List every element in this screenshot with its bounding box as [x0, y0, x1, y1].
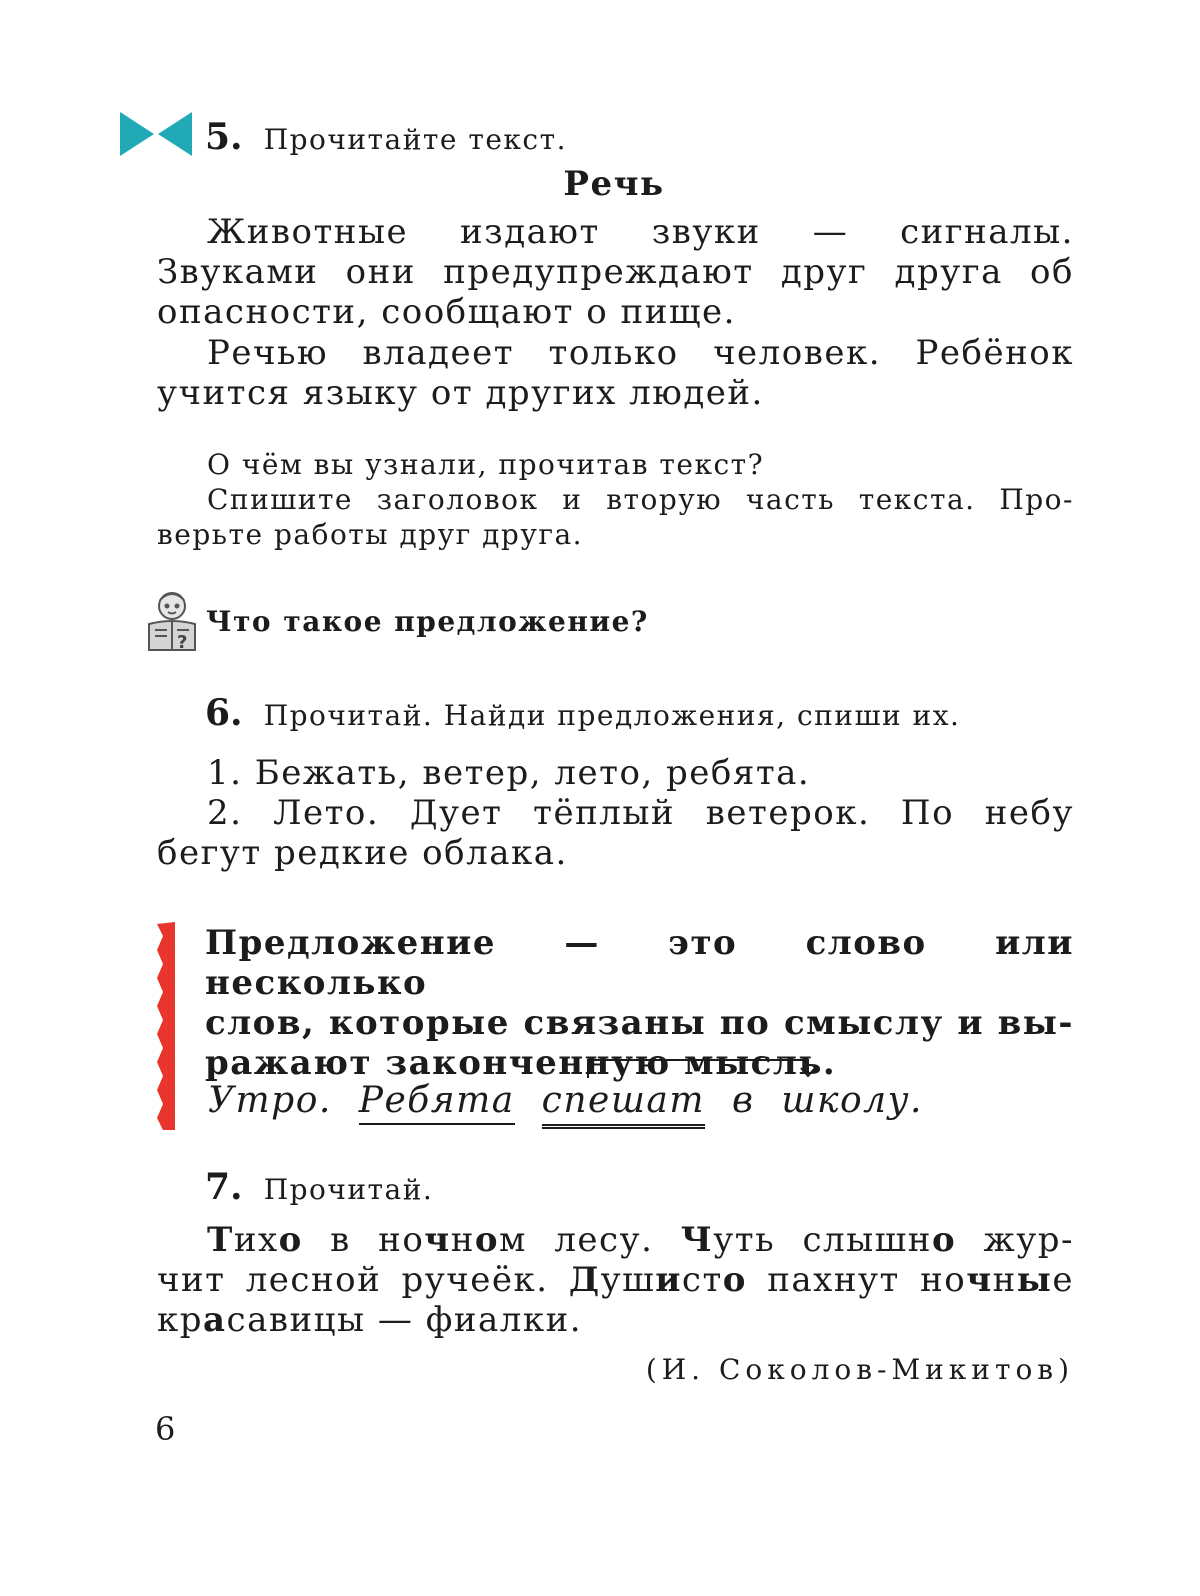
text-line: учится языку от других людей.: [157, 373, 764, 413]
exercise-number: 7.: [205, 1166, 243, 1208]
text-author: (И. Соколов-Микитов): [645, 1353, 1074, 1386]
text-paragraph-1: [157, 212, 1074, 332]
topic-question: Что такое предложение?: [206, 605, 649, 638]
question-line: верьте работы друг друга.: [157, 518, 584, 551]
rule-line: слов, которые связаны по смыслу и вы-: [205, 1003, 1074, 1043]
question-line: О чём вы узнали, прочитав текст?: [207, 448, 765, 481]
exercise-instruction: Прочитай.: [263, 1173, 434, 1206]
example-word: в: [731, 1080, 755, 1121]
exercise-number: 5.: [205, 116, 243, 158]
text-line: чит лесной ручеёк. Душисто пахнут ночные: [157, 1260, 1074, 1300]
text-title: Речь: [563, 164, 665, 204]
text-line: 2. Лето. Дует тёплый ветерок. По небу: [207, 793, 1074, 833]
rule-line: Предложение — это слово или несколько: [205, 923, 1074, 1003]
child-reading-icon: [143, 588, 201, 654]
exercise-5-header: [205, 116, 567, 158]
text-paragraph-2: [157, 333, 1074, 413]
svg-text:?: ?: [177, 632, 188, 653]
text-line: Звуками они предупреждают друг друга об: [157, 252, 1074, 292]
example-word: школу.: [781, 1080, 923, 1121]
example-subject: Ребята: [359, 1080, 515, 1125]
text-line: бегут редкие облака.: [157, 833, 568, 873]
example-predicate: спешат: [542, 1080, 705, 1129]
exercise-instruction: Прочитайте текст.: [263, 123, 567, 156]
exercise-questions: [157, 447, 1074, 552]
text-line: 1. Бежать, ветер, лето, ребята.: [207, 753, 811, 793]
text-line: красавицы — фиалки.: [157, 1300, 583, 1340]
question-line: Спишите заголовок и вторую часть текста. Про-: [207, 483, 1074, 516]
exercise-7-text: [157, 1220, 1074, 1340]
exercise-6-header: [205, 692, 960, 734]
exercise-instruction: Прочитай. Найди предложения, спиши их.: [263, 699, 961, 732]
text-line: опасности, сообщают о пище.: [157, 292, 736, 332]
rule-example: [208, 1078, 923, 1124]
page-number: 6: [155, 1410, 176, 1448]
rule-zigzag-bar: [155, 922, 175, 1130]
text-line: Тихо в ночном лесу. Чуть слышно жур-: [207, 1220, 1074, 1260]
text-line: Животные издают звуки — сигналы.: [207, 212, 1074, 252]
exercise-7-header: [205, 1166, 433, 1208]
text-line: Речью владеет только человек. Ребёнок: [207, 333, 1074, 373]
bowtie-marker-icon: [120, 112, 192, 156]
exercise-number: 6.: [205, 692, 243, 734]
rule-line: ражают законченную мысль.: [205, 1043, 837, 1083]
example-word: Утро.: [208, 1080, 332, 1121]
exercise-6-text: [157, 753, 1074, 873]
